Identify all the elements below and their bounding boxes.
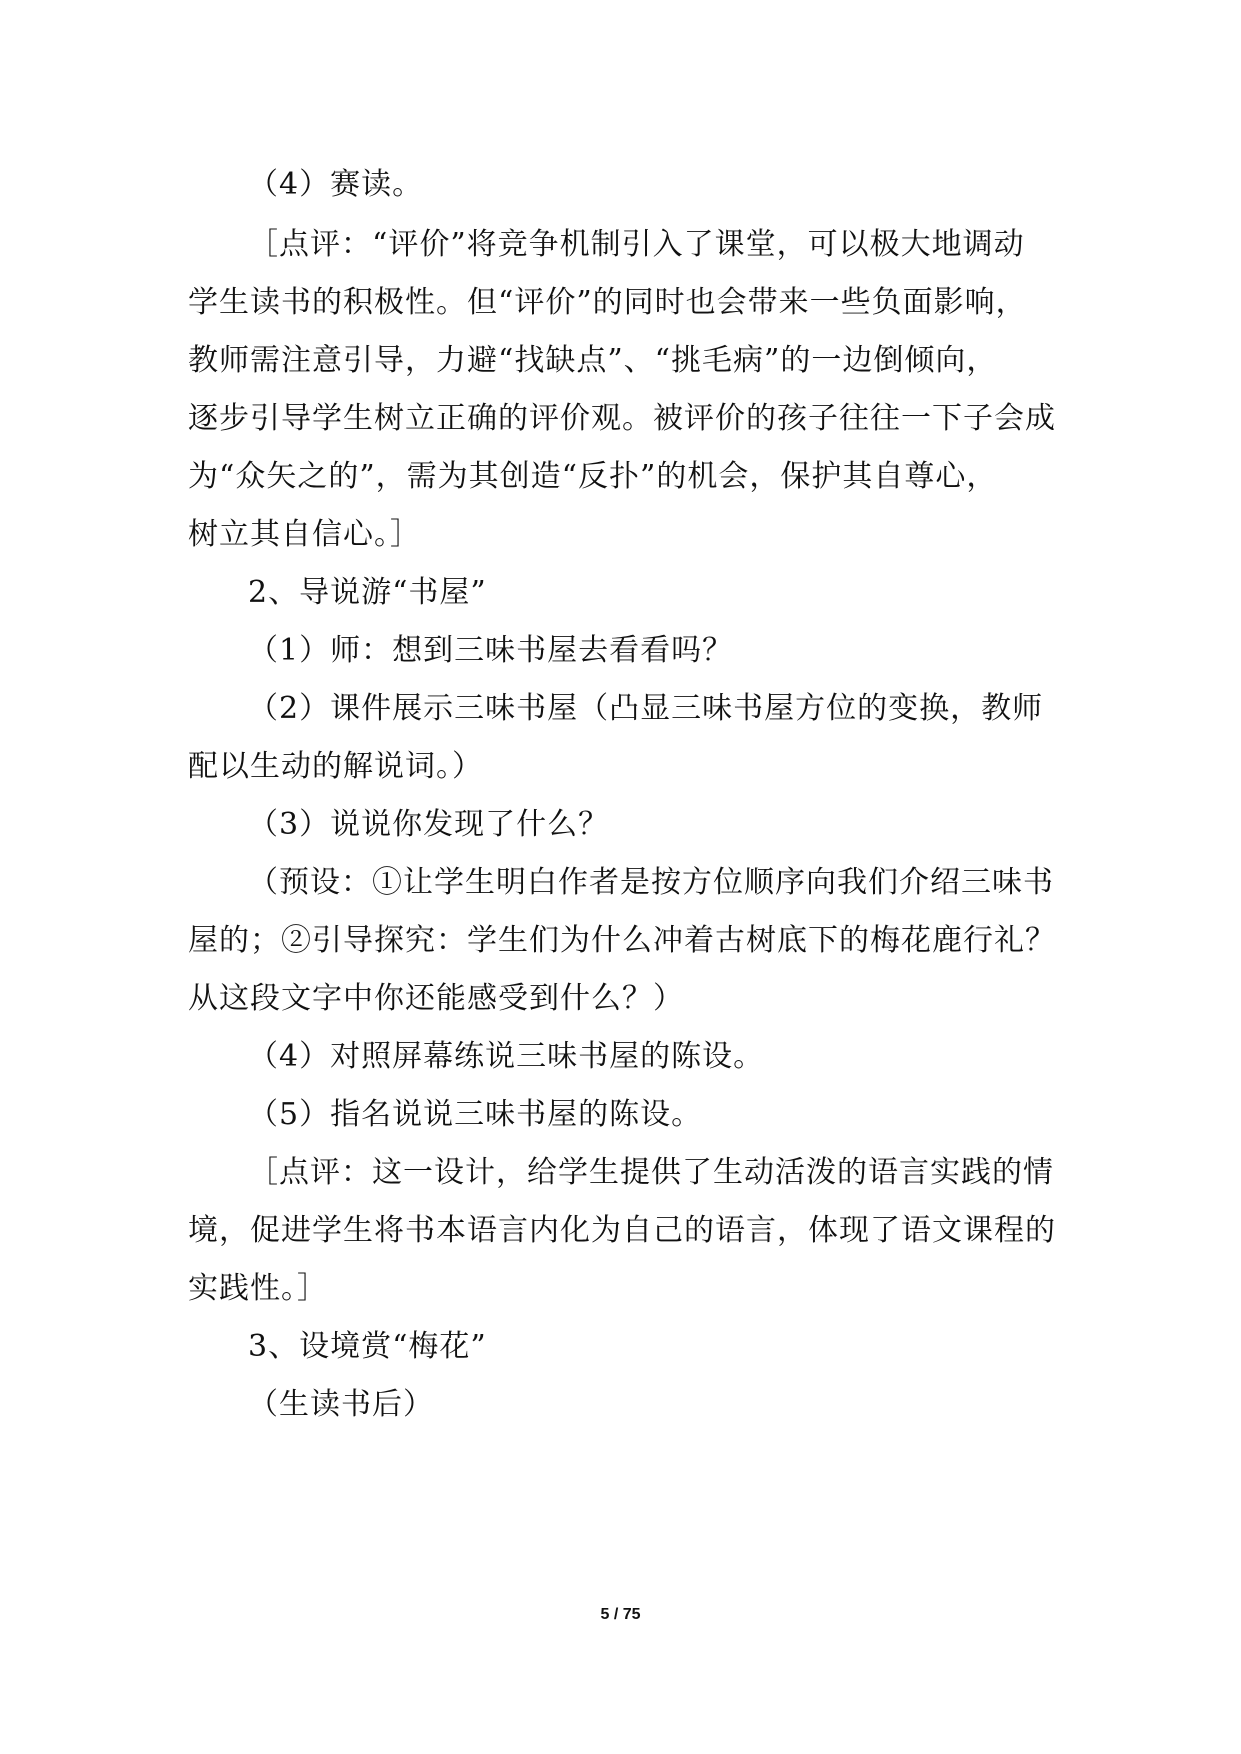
paragraph-line: （1）师：想到三味书屋去看看吗？ bbox=[248, 633, 734, 668]
paragraph-line: （4）赛读。 bbox=[248, 167, 424, 202]
paragraph-line: ［点评：“评价”将竞争机制引入了课堂，可以极大地调动 bbox=[248, 227, 1025, 262]
paragraph-line: ［点评：这一设计，给学生提供了生动活泼的语言实践的情 bbox=[248, 1155, 1054, 1190]
paragraph-line: 为“众矢之的”，需为其创造“反扑”的机会，保护其自尊心， bbox=[188, 459, 998, 494]
paragraph-line: 境，促进学生将书本语言内化为自己的语言，体现了语文课程的 bbox=[188, 1213, 1056, 1248]
paragraph-line: 屋的；②引导探究：学生们为什么冲着古树底下的梅花鹿行礼？ bbox=[188, 923, 1056, 958]
paragraph-line: （3）说说你发现了什么？ bbox=[248, 807, 610, 842]
paragraph-line: （4）对照屏幕练说三味书屋的陈设。 bbox=[248, 1039, 765, 1074]
section-heading: 3、设境赏“梅花” bbox=[248, 1329, 487, 1364]
paragraph-line: （2）课件展示三味书屋（凸显三味书屋方位的变换，教师 bbox=[248, 691, 1044, 726]
paragraph-line: 学生读书的积极性。但“评价”的同时也会带来一些负面影响， bbox=[188, 285, 1027, 320]
page-number: 5 / 75 bbox=[600, 1606, 641, 1623]
paragraph-line: 逐步引导学生树立正确的评价观。被评价的孩子往往一下子会成 bbox=[188, 401, 1056, 436]
paragraph-line: （5）指名说说三味书屋的陈设。 bbox=[248, 1097, 703, 1132]
paragraph-line: （生读书后） bbox=[248, 1387, 434, 1422]
paragraph-line: 从这段文字中你还能感受到什么？） bbox=[188, 981, 684, 1016]
section-heading: 2、导说游“书屋” bbox=[248, 575, 487, 610]
paragraph-line: 树立其自信心。］ bbox=[188, 517, 421, 552]
paragraph-line: 配以生动的解说词。） bbox=[188, 749, 483, 784]
paragraph-line: 教师需注意引导，力避“找缺点”、“挑毛病”的一边倒倾向， bbox=[188, 343, 998, 378]
paragraph-line: （预设：①让学生明白作者是按方位顺序向我们介绍三味书 bbox=[248, 865, 1054, 900]
paragraph-line: 实践性。］ bbox=[188, 1271, 328, 1306]
